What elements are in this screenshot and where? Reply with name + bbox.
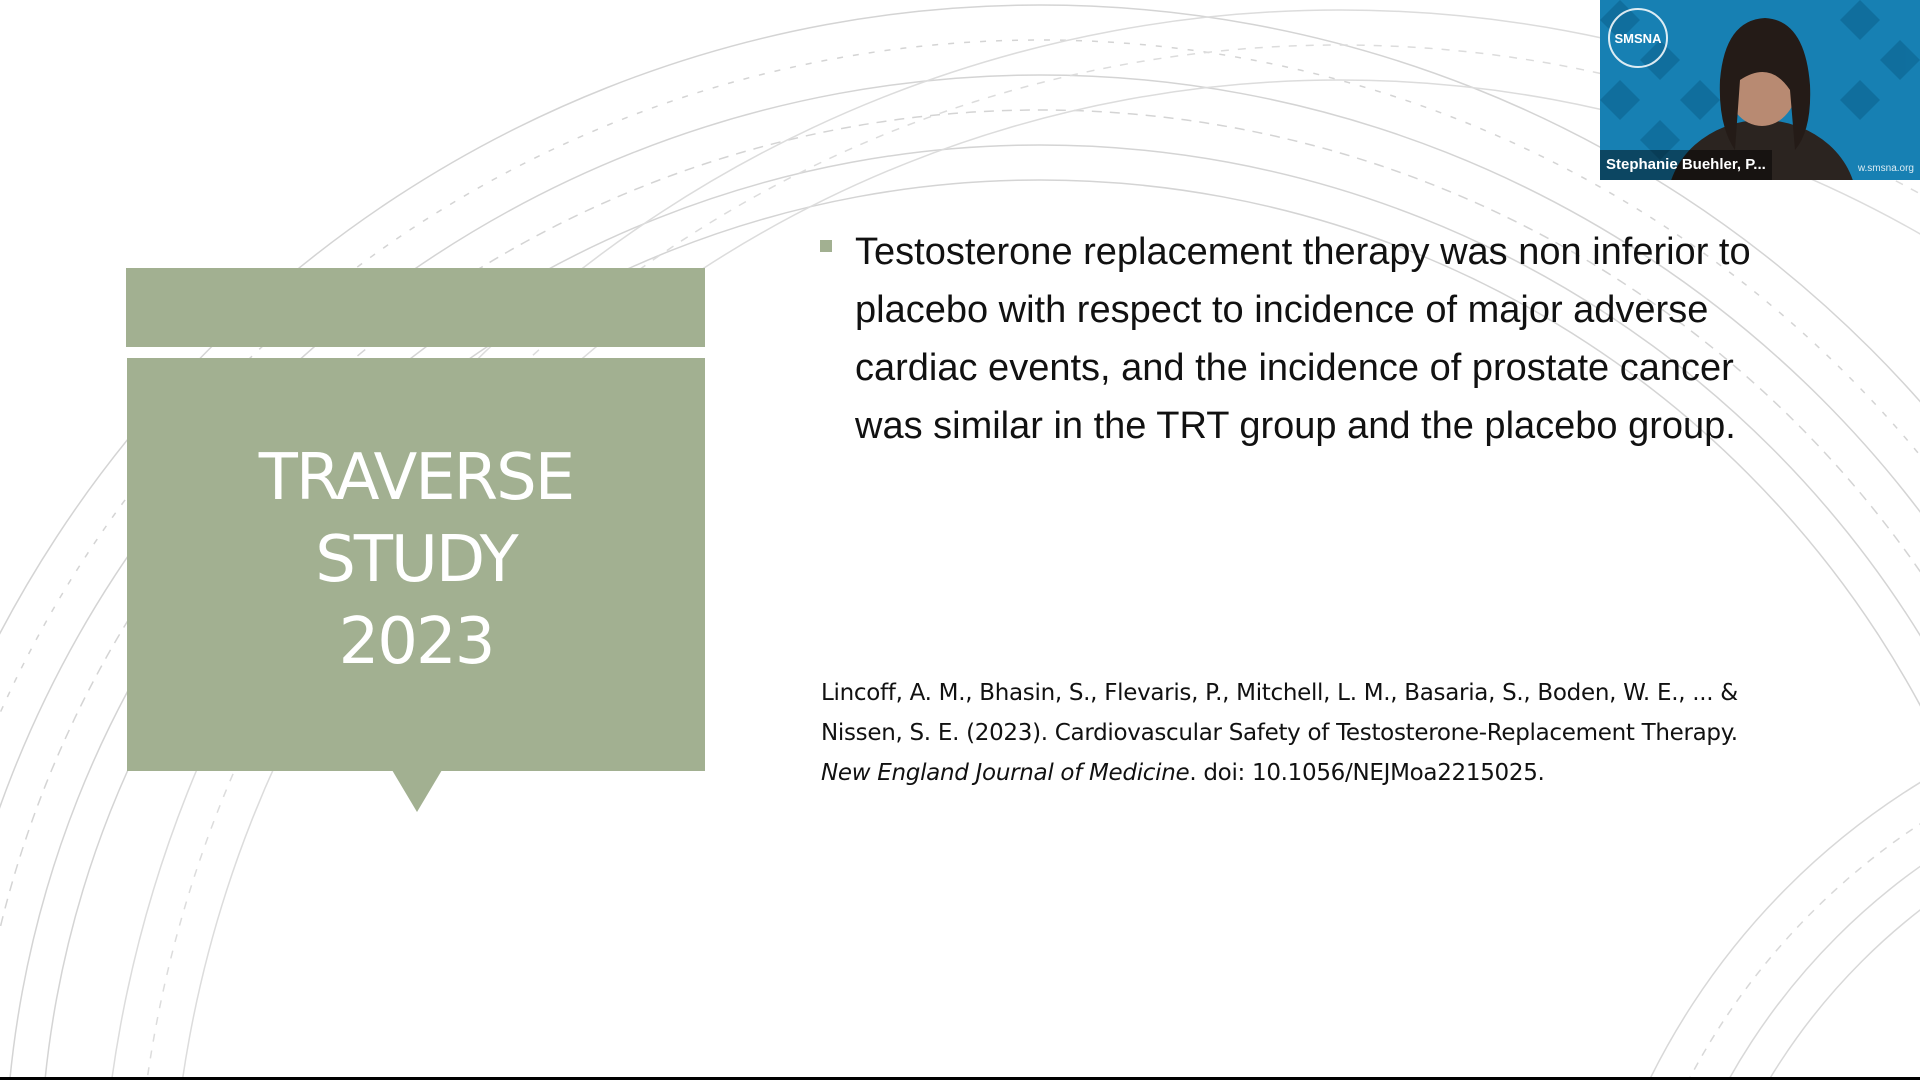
participant-name: Stephanie Buehler, P... [1600,150,1772,180]
title-line: TRAVERSE [258,440,574,515]
title-accent-bar [126,268,705,347]
square-bullet-icon [820,240,832,252]
citation-journal: New England Journal of Medicine [821,760,1190,786]
slide-title [259,437,573,683]
participant-video-tile[interactable] [1600,0,1920,180]
citation-authors: Lincoff, A. M., Bhasin, S., Flevaris, P., Mitchell, L. M., Basaria, S., Boden, W. E., ... & Nissen, S. E. (2023). Cardiovascular Safety of Testosterone-Replacement Therapy. [821,680,1738,746]
title-box [127,358,705,771]
smsna-logo: SMSNA [1608,8,1668,68]
title-callout-pointer [392,770,442,812]
title-line: 2023 [338,604,494,679]
site-watermark: w.smsna.org [1857,163,1914,174]
citation-doi: . doi: 10.1056/NEJMoa2215025. [1189,760,1545,786]
title-line: STUDY [315,522,517,597]
bullet-text: Testosterone replacement therapy was non inferior to placebo with respect to incidence of major adverse cardiac events, and the incidence of prostate cancer was similar in the TRT group and the placebo group. [855,231,1751,447]
citation [821,673,1771,793]
bullet-item [820,223,1770,455]
